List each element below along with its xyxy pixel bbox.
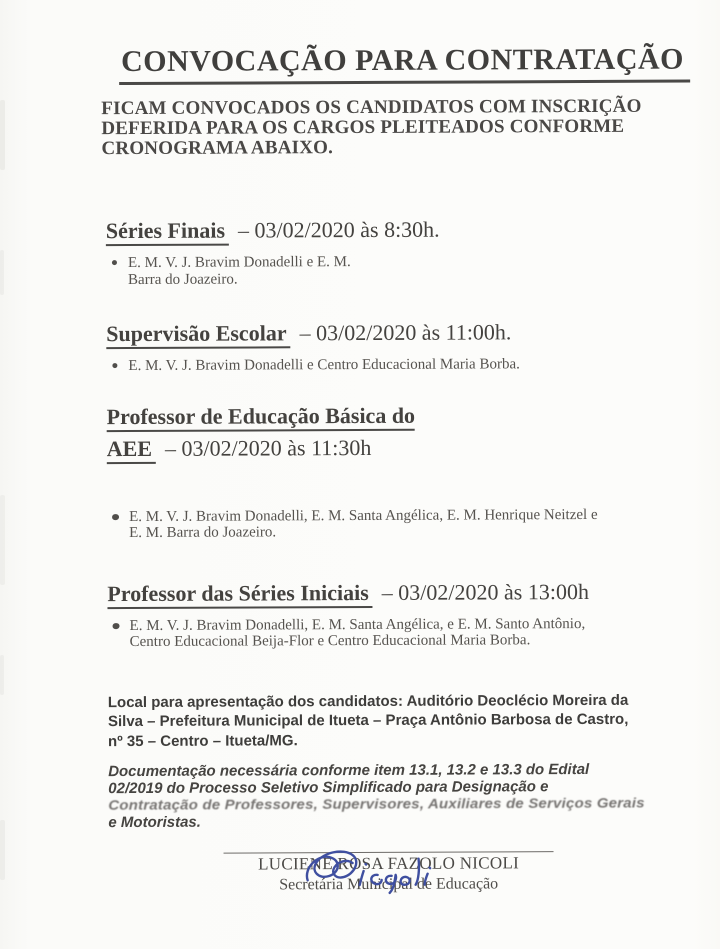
bullet-icon [112,363,117,368]
list-item [130,615,653,650]
section-professor-series-iniciais [107,575,652,650]
documentation-note-smudged-line: Contratação de Professores, Supervisores, Auxiliares de Serviços Gerais [108,795,645,814]
section-role-label: Supervisão Escolar [106,320,290,349]
documentation-note-part3: e Motoristas. [108,813,201,832]
section-heading [107,398,652,464]
documentation-note-part1: Documentação necessária conforme item 13.1, 13.2 e 13.3 do Edital 02/2019 do Processo Seletivo Simplificado para Designação e [108,761,590,798]
bullet-icon [113,623,120,630]
bullet-icon [112,514,119,521]
section-schedule: – 03/02/2020 às 11:30h [164,434,372,461]
section-role-label: Professor das Séries Iniciais [107,579,372,608]
section-schedule: – 03/02/2020 às 13:00h [381,578,589,605]
section-series-finais [106,213,651,288]
signature-block [224,851,554,894]
document-content [0,42,720,895]
section-schedule: – 03/02/2020 às 8:30h. [237,216,440,243]
section-supervisao-escolar [106,316,651,375]
location-list [108,615,653,650]
section-heading [106,316,651,350]
location-text: E. M. V. J. Bravim Donadelli, E. M. Santa Angélica, E. M. Henrique Neitzel e E. M. Barra do Joazeiro. [129,506,598,542]
handwritten-signature [301,844,461,897]
venue-note: Local para apresentação dos candidatos: Auditório Deoclécio Moreira da Silva – Prefeitura Municipal de Itueta – Praça Antônio Barbosa de Castro, nº 35 – Centro – Itueta/MG. [107,691,629,750]
section-role-label: Professor de Educação Básica do AEE [107,402,416,463]
location-text: E. M. V. J. Bravim Donadelli e Centro Educacional Maria Borba. [128,356,520,375]
section-schedule: – 03/02/2020 às 11:00h. [299,319,512,346]
location-text: E. M. V. J. Bravim Donadelli e E. M. Barra do Joazeiro. [127,254,351,288]
document-title: CONVOCAÇÃO PARA CONTRATAÇÃO [119,43,690,85]
list-item [128,253,651,288]
section-heading [106,213,651,247]
section-role-label: Séries Finais [106,218,229,247]
signature-ink [307,851,430,893]
list-item [128,356,651,375]
signatory-name: LUCIENE ROSA FAZOLO NICOLI [258,853,520,874]
list-item [129,506,652,541]
section-heading [107,575,652,609]
documentation-note [108,761,653,831]
location-text: E. M. V. J. Bravim Donadelli, E. M. Santa Angélica, e E. M. Santo Antônio, Centro Educacional Beija-Flor e Centro Educacional Maria Borba. [129,615,586,651]
location-list [106,253,651,288]
section-professor-aee [107,398,653,541]
intro-paragraph: FICAM CONVOCADOS OS CANDIDATOS COM INSCRIÇÃO DEFERIDA PARA OS CARGOS PLEITEADOS CONFORME CRONOGRAMA ABAIXO. [101,95,642,160]
title-wrap [105,42,685,85]
location-list [107,506,652,541]
signatory-role: Secretária Municipal de Educação [279,875,499,894]
bullet-icon [112,260,117,265]
location-list [106,356,651,375]
